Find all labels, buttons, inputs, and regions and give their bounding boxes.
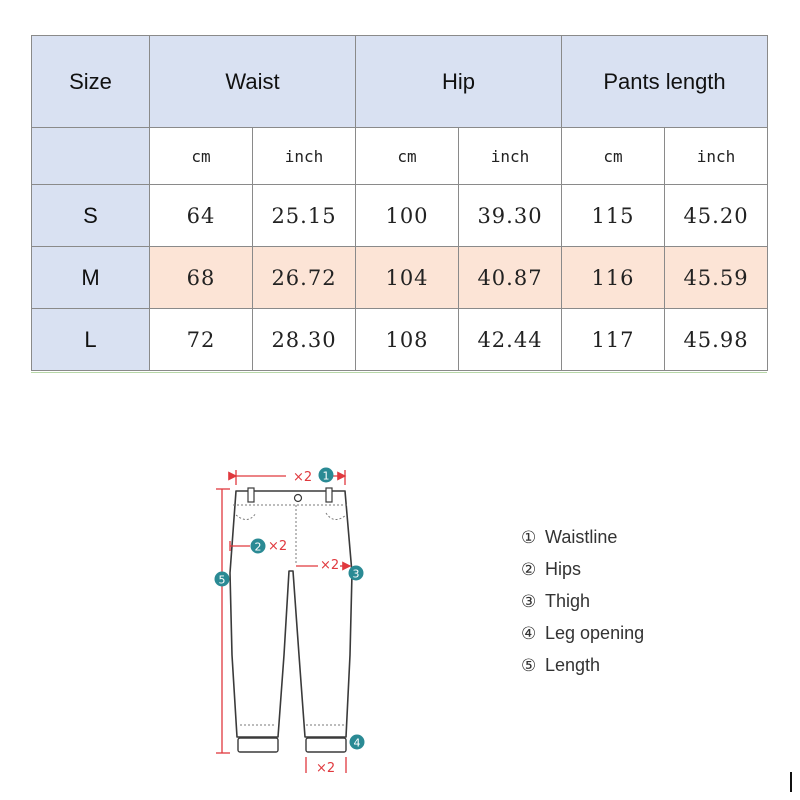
- x2-label-thigh: ×2: [320, 558, 340, 573]
- unit-cell: inch: [665, 128, 768, 185]
- unit-row: [32, 128, 768, 185]
- value-cell: 117: [562, 309, 665, 371]
- svg-text:1: 1: [322, 469, 330, 483]
- table-row-highlighted: [32, 247, 768, 309]
- measurement-legend: [521, 524, 644, 684]
- marker-length: [215, 572, 230, 587]
- table-row: [32, 185, 768, 247]
- marker-waistline: [319, 468, 334, 483]
- value-cell: 100: [356, 185, 459, 247]
- svg-text:3: 3: [352, 567, 360, 581]
- legend-number: ③: [521, 592, 537, 612]
- size-chart-table: [31, 35, 768, 371]
- marker-thigh: [349, 566, 364, 581]
- legend-item-leg-opening: [521, 620, 644, 652]
- header-size: Size: [32, 36, 150, 128]
- legend-number: ⑤: [521, 656, 537, 676]
- legend-item-hips: [521, 556, 644, 588]
- value-cell: 115: [562, 185, 665, 247]
- value-cell: 45.59: [665, 247, 768, 309]
- size-label: L: [32, 309, 150, 371]
- header-row: [32, 36, 768, 128]
- value-cell: 64: [150, 185, 253, 247]
- value-cell: 108: [356, 309, 459, 371]
- x2-label-leg-opening: ×2: [316, 761, 336, 776]
- legend-label: Leg opening: [545, 623, 645, 643]
- x2-label-waist: ×2: [293, 470, 313, 485]
- legend-label: Waistline: [545, 527, 618, 547]
- value-cell: 104: [356, 247, 459, 309]
- unit-cell: cm: [150, 128, 253, 185]
- value-cell: 40.87: [459, 247, 562, 309]
- value-cell: 45.98: [665, 309, 768, 371]
- x2-label-hips: ×2: [268, 539, 288, 554]
- legend-number: ④: [521, 624, 537, 644]
- legend-item-waistline: [521, 524, 644, 556]
- header-waist: Waist: [150, 36, 356, 128]
- value-cell: 72: [150, 309, 253, 371]
- size-label: S: [32, 185, 150, 247]
- value-cell: 68: [150, 247, 253, 309]
- table-crop-line: [31, 372, 767, 373]
- value-cell: 39.30: [459, 185, 562, 247]
- header-hip: Hip: [356, 36, 562, 128]
- legend-item-length: [521, 652, 644, 684]
- unit-cell: inch: [459, 128, 562, 185]
- svg-text:4: 4: [353, 736, 361, 750]
- value-cell: 25.15: [253, 185, 356, 247]
- unit-cell: cm: [562, 128, 665, 185]
- legend-label: Hips: [545, 559, 582, 579]
- value-cell: 45.20: [665, 185, 768, 247]
- legend-number: ①: [521, 528, 537, 548]
- unit-size-blank: [32, 128, 150, 185]
- value-cell: 26.72: [253, 247, 356, 309]
- unit-cell: inch: [253, 128, 356, 185]
- text-cursor: [790, 772, 792, 792]
- header-pants-length: Pants length: [562, 36, 768, 128]
- legend-label: Thigh: [545, 591, 591, 611]
- legend-item-thigh: [521, 588, 644, 620]
- pants-measurement-diagram: [200, 455, 380, 780]
- legend-number: ②: [521, 560, 537, 580]
- svg-text:5: 5: [218, 573, 226, 587]
- table-row: [32, 309, 768, 371]
- svg-text:2: 2: [254, 540, 262, 554]
- value-cell: 28.30: [253, 309, 356, 371]
- marker-leg-opening: [350, 735, 365, 750]
- cuffs: [238, 738, 346, 752]
- marker-hips: [251, 539, 266, 554]
- unit-cell: cm: [356, 128, 459, 185]
- value-cell: 42.44: [459, 309, 562, 371]
- size-label: M: [32, 247, 150, 309]
- value-cell: 116: [562, 247, 665, 309]
- pants-outline: [230, 491, 352, 737]
- legend-label: Length: [545, 655, 601, 675]
